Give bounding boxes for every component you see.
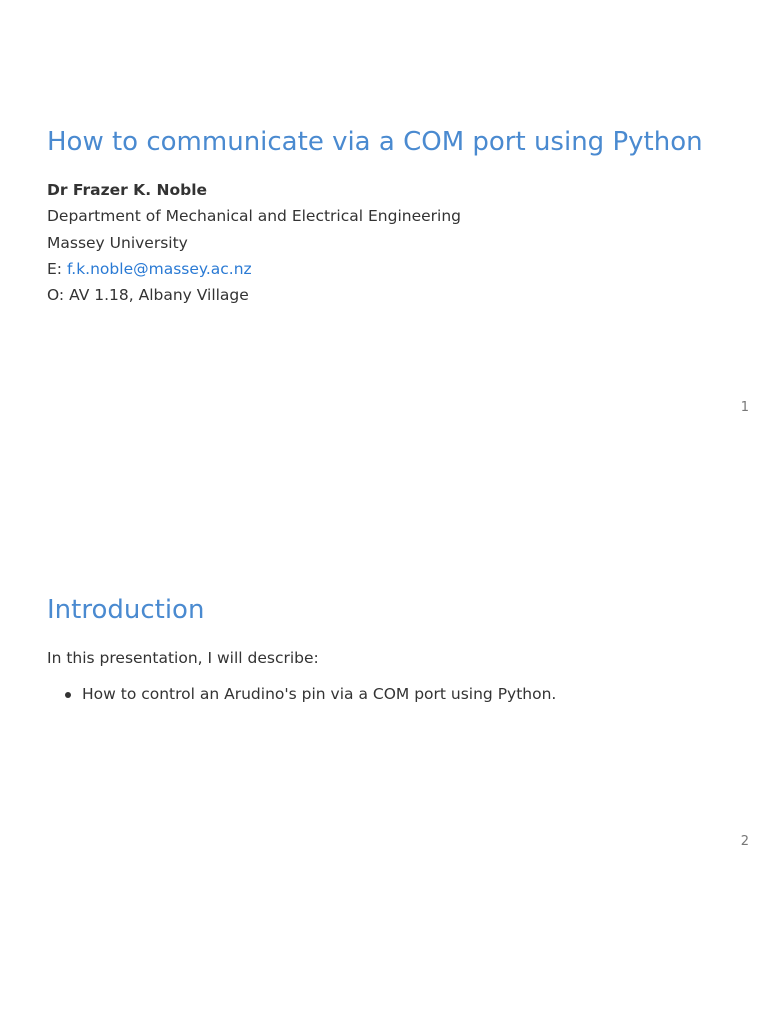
author-name: Dr Frazer K. Noble — [47, 181, 208, 199]
email-prefix: E: — [47, 259, 67, 278]
slide-title-page — [0, 0, 768, 434]
bullet-dot-icon — [65, 692, 71, 698]
author-university: Massey University — [47, 233, 188, 252]
email-link[interactable]: f.k.noble@massey.ac.nz — [66, 259, 252, 278]
slide-title: How to communicate via a COM port using Python — [47, 127, 703, 157]
bullet-text: How to control an Arudino's pin via a COM port using Python. — [82, 685, 557, 703]
bullet-list — [47, 683, 556, 705]
intro-text: In this presentation, I will describe: — [47, 649, 319, 667]
author-office: O: AV 1.18, Albany Village — [47, 286, 249, 305]
page-number: 2 — [740, 834, 749, 849]
slide-introduction — [0, 434, 768, 867]
author-block — [47, 177, 461, 308]
author-email-line — [47, 256, 461, 282]
slide-title: Introduction — [47, 595, 205, 625]
list-item — [47, 683, 556, 705]
page-number: 1 — [740, 400, 749, 415]
author-department: Department of Mechanical and Electrical Engineering — [47, 207, 461, 226]
